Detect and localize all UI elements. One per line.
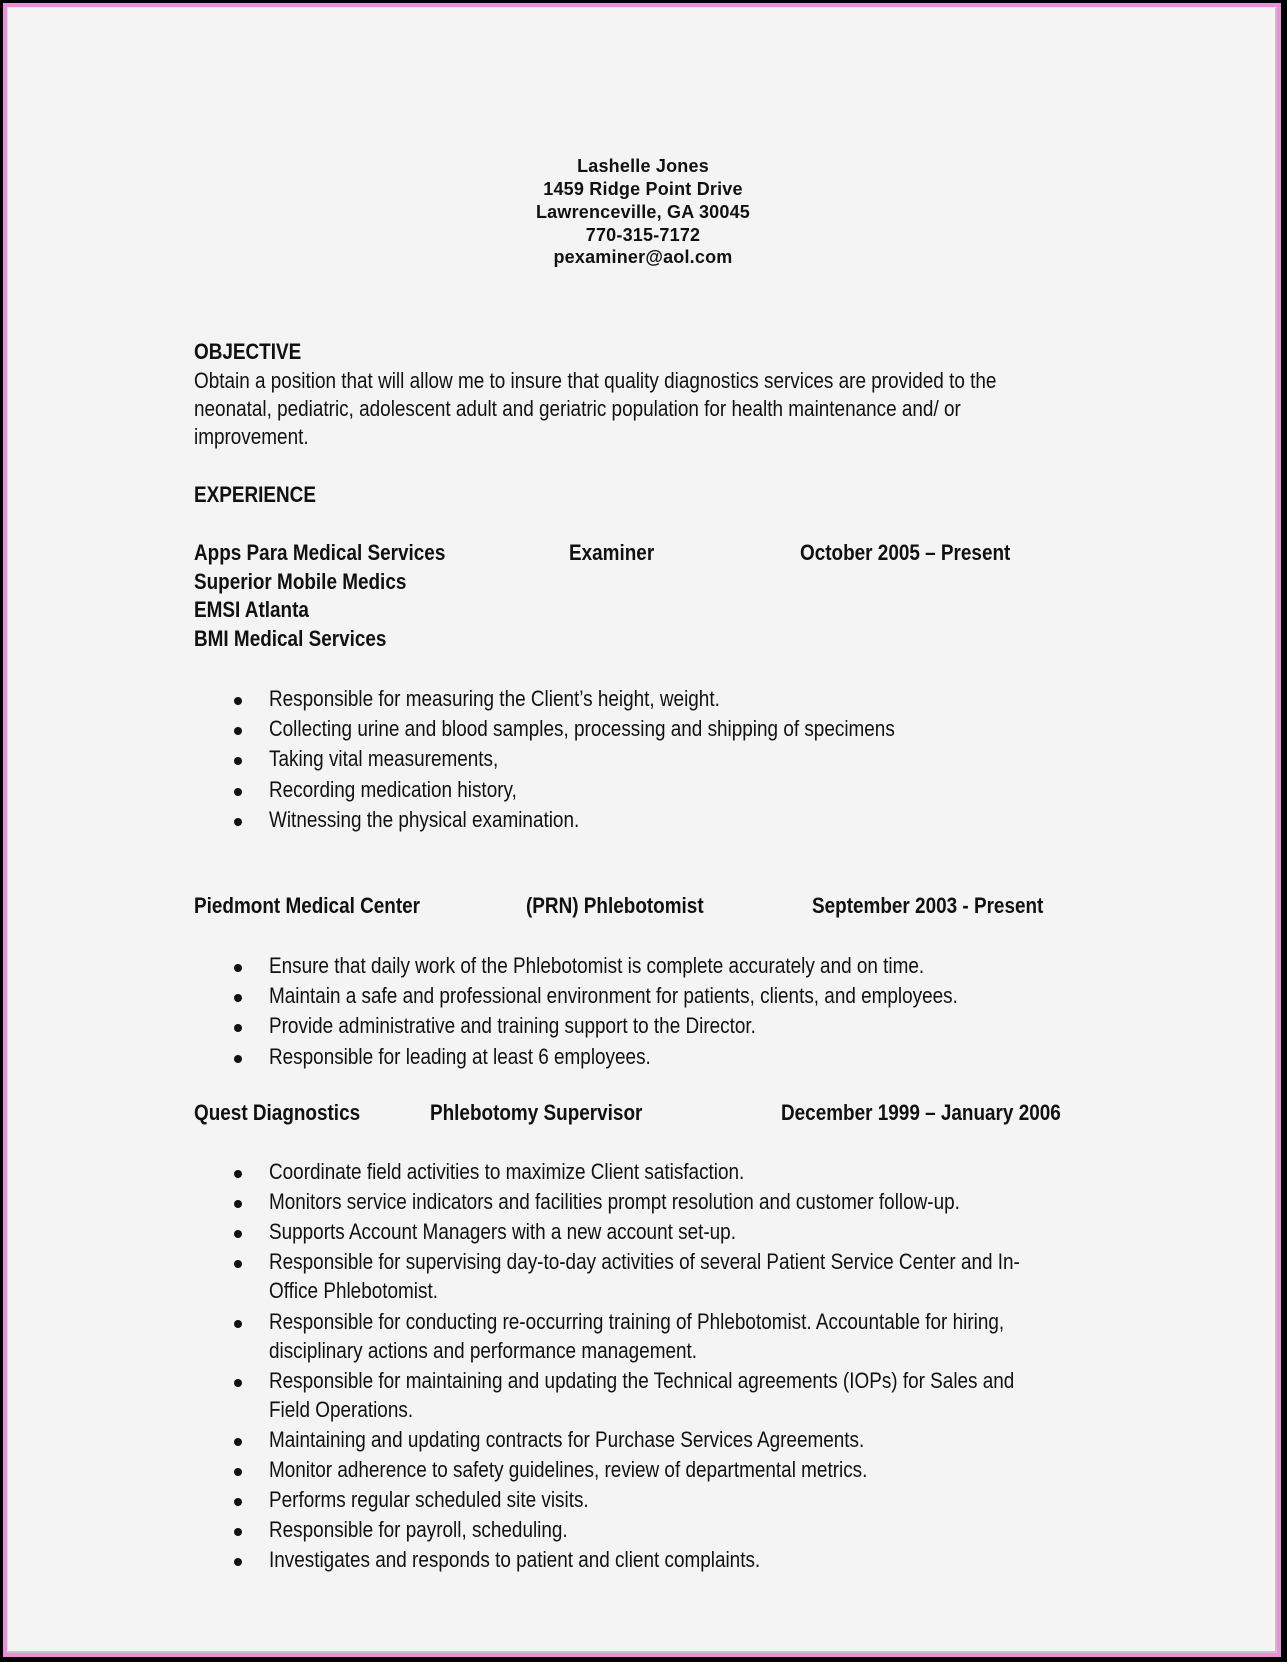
job-bullet: Ensure that daily work of the Phlebotomist is complete accurately and on time. [269, 953, 925, 978]
job-bullet: Investigates and responds to patient and client complaints. [269, 1547, 761, 1572]
objective-line: Obtain a position that will allow me to insure that quality diagnostics services are provided to the [194, 368, 997, 393]
experience-heading: EXPERIENCE [194, 482, 316, 507]
job-title: Examiner [569, 540, 655, 565]
bullet-icon [234, 1528, 242, 1536]
job-employer: Piedmont Medical Center [194, 893, 421, 918]
bullet-icon [234, 757, 242, 765]
bullet-icon [234, 727, 242, 735]
job-employer: Apps Para Medical Services [194, 540, 446, 565]
bullet-icon [234, 697, 242, 705]
job-bullet: Performs regular scheduled site visits. [269, 1487, 589, 1512]
job-bullet: Responsible for leading at least 6 employees. [269, 1044, 651, 1069]
job-dates: October 2005 – Present [800, 540, 1011, 565]
job-bullet-continued: Field Operations. [269, 1397, 414, 1422]
job-bullet: Collecting urine and blood samples, processing and shipping of specimens [269, 716, 895, 741]
bullet-icon [234, 1468, 242, 1476]
job-bullet: Responsible for measuring the Client’s height, weight. [269, 686, 720, 711]
bullet-icon [234, 1024, 242, 1032]
job-bullet: Coordinate field activities to maximize Client satisfaction. [269, 1159, 745, 1184]
contact-name: Lashelle Jones [577, 156, 709, 176]
objective-line: neonatal, pediatric, adolescent adult and geriatric population for health maintenance and/ or [194, 396, 961, 421]
job-bullet-continued: Office Phlebotomist. [269, 1278, 438, 1303]
bullet-icon [234, 1230, 242, 1238]
objective-heading: OBJECTIVE [194, 339, 302, 364]
job-bullet: Monitors service indicators and facilities prompt resolution and customer follow-up. [269, 1189, 960, 1214]
bullet-icon [234, 964, 242, 972]
job-bullet: Responsible for supervising day-to-day activities of several Patient Service Center and In- [269, 1249, 1020, 1274]
job-dates: December 1999 – January 2006 [781, 1100, 1061, 1125]
job-bullet: Responsible for conducting re-occurring training of Phlebotomist. Accountable for hiring, [269, 1309, 1005, 1334]
bullet-icon [234, 1558, 242, 1566]
job-dates: September 2003 - Present [812, 893, 1044, 918]
job-bullet: Maintaining and updating contracts for Purchase Services Agreements. [269, 1427, 865, 1452]
contact-phone: 770-315-7172 [585, 225, 701, 245]
job-bullet: Maintain a safe and professional environment for patients, clients, and employees. [269, 983, 958, 1008]
job-bullet: Recording medication history, [269, 777, 517, 802]
bullet-icon [234, 1055, 242, 1063]
job-bullet: Witnessing the physical examination. [269, 807, 580, 832]
objective-line: improvement. [194, 424, 309, 449]
job-bullet: Provide administrative and training support to the Director. [269, 1013, 756, 1038]
contact-address: 1459 Ridge Point Drive [543, 179, 743, 199]
job-employer-alt: EMSI Atlanta [194, 597, 309, 622]
job-bullet: Monitor adherence to safety guidelines, review of departmental metrics. [269, 1457, 868, 1482]
job-bullet: Supports Account Managers with a new account set-up. [269, 1219, 736, 1244]
bullet-icon [234, 1200, 242, 1208]
job-bullet: Responsible for maintaining and updating the Technical agreements (IOPs) for Sales and [269, 1368, 1015, 1393]
bullet-icon [234, 1170, 242, 1178]
job-employer: Quest Diagnostics [194, 1100, 361, 1125]
bullet-icon [234, 788, 242, 796]
job-employer-alt: BMI Medical Services [194, 626, 387, 651]
bullet-icon [234, 1379, 242, 1387]
job-title: Phlebotomy Supervisor [430, 1100, 643, 1125]
job-title: (PRN) Phlebotomist [526, 893, 704, 918]
contact-city: Lawrenceville, GA 30045 [535, 202, 751, 222]
bullet-icon [234, 1260, 242, 1268]
bullet-icon [234, 994, 242, 1002]
job-bullet: Taking vital measurements, [269, 746, 499, 771]
job-employer-alt: Superior Mobile Medics [194, 569, 407, 594]
bullet-icon [234, 818, 242, 826]
job-bullet: Responsible for payroll, scheduling. [269, 1517, 568, 1542]
contact-email: pexaminer@aol.com [553, 247, 733, 267]
bullet-icon [234, 1498, 242, 1506]
bullet-icon [234, 1438, 242, 1446]
job-bullet-continued: disciplinary actions and performance management. [269, 1338, 698, 1363]
bullet-icon [234, 1320, 242, 1328]
